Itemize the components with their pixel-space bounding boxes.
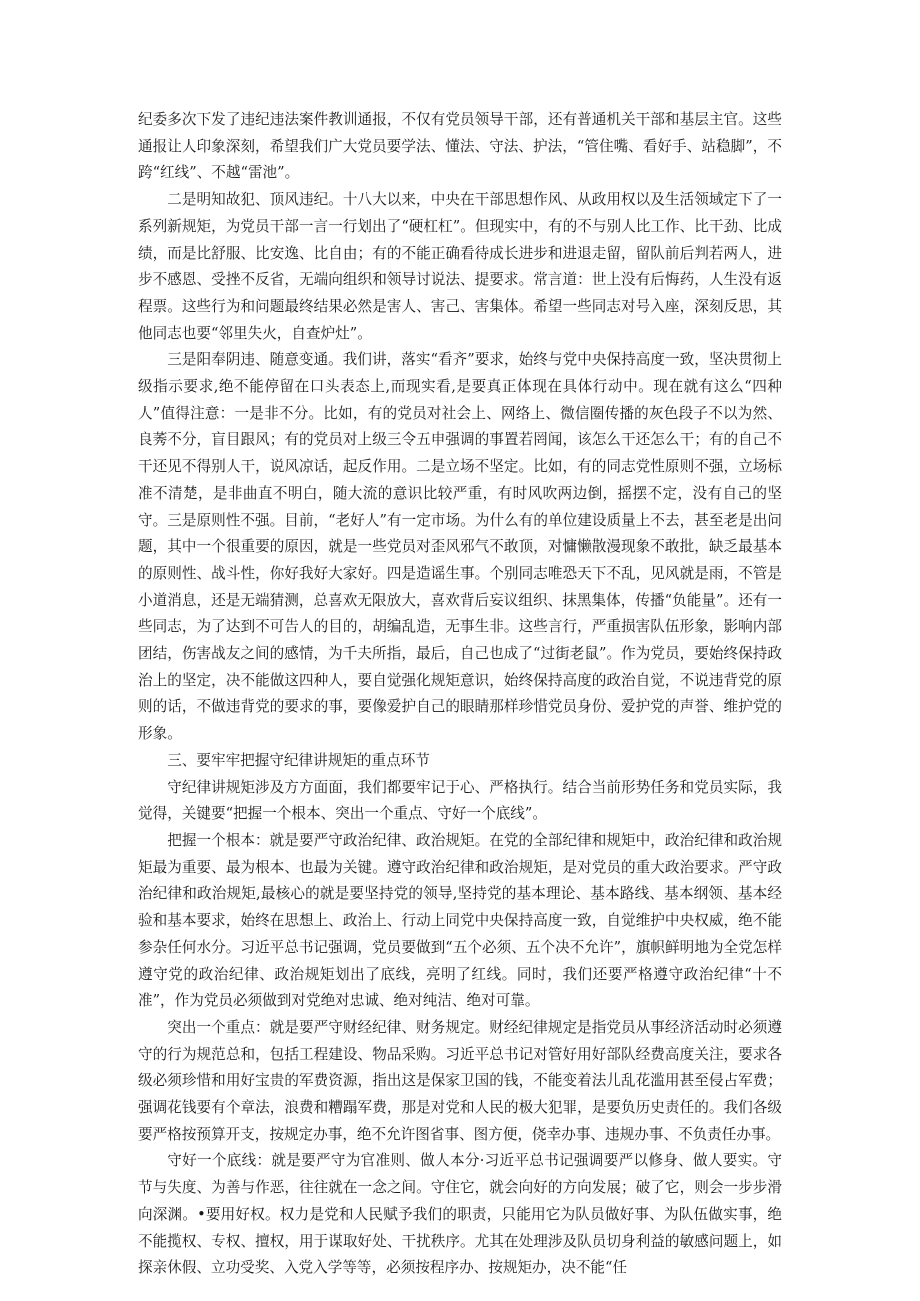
paragraph-5: 把握一个根本：就是要严守政治纪律、政治规矩。在党的全部纪律和规矩中，政治纪律和政治规矩最为重要、最为根本、也最为关键。遵守政治纪律和政治规矩，是对党员的重大政治要求。严守政治纪律和政治规矩,最核心的就是要坚持党的领导,坚持党的基本理论、基本路线、基本纲领、基本经验和基本要求，始终在思想上、政治上、行动上同党中央保持高度一致，自觉维护中央权威，绝不能参杂任何水分。习近平总书记强调，党员要做到“五个必须、五个决不允许”，旗帜鲜明地为全党怎样遵守党的政治纪律、政治规矩划出了底线，亮明了红线。同时，我们还要严格遵守政治纪律“十不准”，作为党员必须做到对党绝对忠诚、绝对纯洁、绝对可靠。	[138, 831, 782, 1010]
paragraph-3: 三是阳奉阴违、随意变通。我们讲，落实“看齐”要求，始终与党中央保持高度一致，坚决贯彻上级指示要求,绝不能停留在口头表态上,而现实看,是要真正体现在具体行动中。现在就有这么“四种人”值得注意：一是非不分。比如，有的党员对社会上、网络上、微信圈传播的灰色段子不以为然、良莠不分，盲目跟风；有的党员对上级三令五申强调的事置若罔闻，该怎么干还怎么干；有的自己不干还见不得别人干，说风凉话，起反作用。二是立场不坚定。比如，有的同志党性原则不强，立场标准不清楚，是非曲直不明白，随大流的意识比较严重，有时风吹两边倒，摇摆不定，没有自己的坚守。三是原则性不强。目前，“老好人”有一定市场。为什么有的单位建设质量上不去，甚至老是出问题，其中一个很重要的原因，就是一些党员对歪风邪气不敢顶，对慵懒散漫现象不敢批，缺乏最基本的原则性、战斗性，你好我好大家好。四是造谣生事。个别同志唯恐天下不乱，见风就是雨，不管是小道消息，还是无端猜测，总喜欢无限放大，喜欢背后妄议组织、抹黑集体，传播“负能量”。还有一些同志，为了达到不可告人的目的，胡编乱造，无事生非。这些言行，严重损害队伍形象，影响内部团结，伤害战友之间的感情，为千夫所指，最后，自己也成了“过街老鼠”。作为党员，要始终保持政治上的坚定，决不能做这四种人，要自觉强化规矩意识，始终保持高度的政治自觉，不说违背党的原则的话，不做违背党的要求的事，要像爱护自己的眼睛那样珍惜党员身份、爱护党的声誉、维护党的形象。	[138, 351, 782, 743]
document-body	[138, 107, 782, 1282]
paragraph-2: 二是明知故犯、顶风违纪。十八大以来，中央在干部思想作风、从政用权以及生活领域定下了一系列新规矩，为党员干部一言一行划出了“硬杠杠”。但现实中，有的不与别人比工作、比干劲、比成绩，而是比舒服、比安逸、比自由；有的不能正确看待成长进步和进退走留，留队前后判若两人，进步不感恩、受挫不反省，无端向组织和领导讨说法、提要求。常言道：世上没有后悔药，人生没有返程票。这些行为和问题最终结果必然是害人、害己、害集体。希望一些同志对号入座，深刻反思，其他同志也要“邻里失火，自查炉灶”。	[138, 191, 782, 342]
section-heading: 三、要牢牢把握守纪律讲规矩的重点环节	[167, 751, 430, 769]
paragraph-4: 守纪律讲规矩涉及方方面面，我们都要牢记于心、严格执行。结合当前形势任务和党员实际，我觉得，关键要“把握一个根本、突出一个重点、守好一个底线”。	[138, 778, 782, 823]
paragraph-6: 突出一个重点：就是要严守财经纪律、财务规定。财经纪律规定是指党员从事经济活动时必须遵守的行为规范总和，包括工程建设、物品采购。习近平总书记对管好用好部队经费高度关注，要求各级必须珍惜和用好宝贵的军费资源，指出这是保家卫国的钱，不能变着法儿乱花滥用甚至侵占军费；强调花钱要有个章法，浪费和糟蹋军费，那是对党和人民的极大犯罪，是要负历史责任的。我们各级要严格按预算开支，按规定办事，绝不允许图省事、图方便，侥幸办事、违规办事、不负责任办事。	[138, 1018, 782, 1143]
paragraph-7: 守好一个底线：就是要严守为官准则、做人本分·习近平总书记强调要严以修身、做人要实。守节与失度、为善与作恶，往往就在一念之间。守住它，就会向好的方向发展；破了它，则会一步步滑向深渊。•要用好权。权力是党和人民赋予我们的职责，只能用它为队员做好事、为队伍做实事，绝不能揽权、专权、擅权，用于谋取好处、干扰秩序。尤其在处理涉及队员切身利益的敏感问题上，如探亲休假、立功受奖、入党入学等等，必须按程序办、按规矩办，决不能“任	[138, 1152, 782, 1277]
paragraph-1: 纪委多次下发了违纪违法案件教训通报，不仅有党员领导干部，还有普通机关干部和基层主官。这些通报让人印象深刻，希望我们广大党员要学法、懂法、守法、护法，“管住嘴、看好手、站稳脚”，不跨“红线”、不越“雷池”。	[138, 111, 782, 182]
